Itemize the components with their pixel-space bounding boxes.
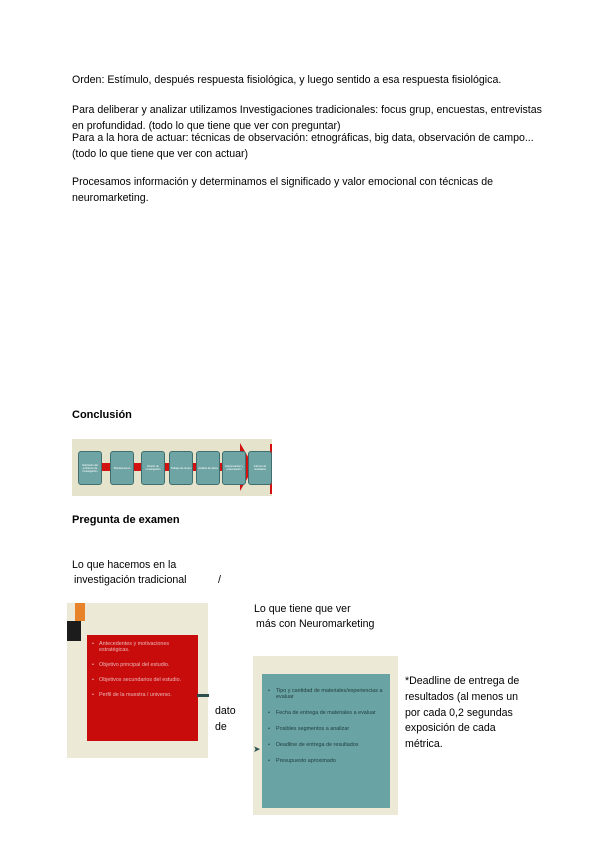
slash-separator: / <box>218 574 221 586</box>
traditional-list-box <box>87 635 198 741</box>
process-step-6-label: Interpretación y presentación <box>225 465 243 471</box>
paragraph-order: Orden: Estímulo, después respuesta fisiológica, y luego sentido a esa respuesta fisiológica. <box>72 74 502 86</box>
deadline-note-line-4: exposición de cada <box>405 722 496 734</box>
arrow-right-icon: ➤ <box>253 744 261 754</box>
neuromarketing-slide <box>253 656 398 815</box>
exam-heading: Pregunta de examen <box>72 514 180 526</box>
slide-accent-black <box>67 621 81 641</box>
process-step-1-label: Definición del problema de investigación <box>82 463 98 473</box>
deadline-note-line-1: *Deadline de entrega de <box>405 675 520 687</box>
slide-connector <box>197 694 209 697</box>
conclusion-heading: Conclusión <box>72 409 132 421</box>
traditional-list <box>87 635 198 698</box>
process-step-3 <box>141 451 165 485</box>
process-step-4-label: Trabajo de campo <box>170 466 192 470</box>
deadline-note-line-2: resultados (al menos un <box>405 691 519 703</box>
deadline-note-line-5: métrica. <box>405 738 443 750</box>
traditional-list-item: • Objetivo principal del estudio. <box>99 662 194 668</box>
neuromarketing-list-item: • Tipo y cantidad de materiales/experiencias a evaluar <box>276 688 386 700</box>
traditional-label-line-1: Lo que hacemos en la <box>72 559 177 571</box>
process-step-7-label: Informe de resultados <box>253 465 267 471</box>
process-step-4 <box>169 451 193 485</box>
dato-label: dato <box>215 705 236 717</box>
traditional-list-item: • Objetivos secundarios del estudio. <box>99 677 194 683</box>
neuromarketing-list <box>262 674 390 764</box>
traditional-slide <box>67 603 208 758</box>
neuromarketing-list-item: • Deadline de entrega de resultados <box>276 742 386 748</box>
process-step-1 <box>78 451 102 485</box>
process-step-2 <box>110 451 134 485</box>
neuro-label-line-1: Lo que tiene que ver <box>254 603 351 615</box>
paragraph-act: Para a la hora de actuar: técnicas de observación: etnográficas, big data, observación de campo... (todo lo que tiene que ver con actuar) <box>72 132 534 160</box>
paragraph-process: Procesamos información y determinamos el significado y valor emocional con técnicas de neuromarketing. <box>72 176 494 204</box>
conclusion-process-diagram <box>72 439 272 496</box>
traditional-list-item: • Perfil de la muestra / universo. <box>99 692 194 698</box>
process-step-3-label: Diseño de investigación <box>145 465 161 471</box>
neuromarketing-list-item: • Fecha de entrega de materiales a evaluar <box>276 710 386 716</box>
neuromarketing-list-item: • Posibles segmentos a analizar <box>276 726 386 732</box>
process-step-2-label: Planteamiento <box>113 466 131 470</box>
process-step-5 <box>196 451 220 485</box>
process-step-7 <box>248 451 272 485</box>
de-label: de <box>215 721 227 733</box>
traditional-list-item: • Antecedentes y motivaciones estratégicas. <box>99 641 194 653</box>
process-step-6 <box>222 451 246 485</box>
traditional-label-line-2: investigación tradicional <box>74 574 187 586</box>
paragraph-deliberate: Para deliberar y analizar utilizamos Investigaciones tradicionales: focus grup, encuestas, entrevistas en profundidad. (todo lo que tiene que ver con preguntar) <box>72 104 542 132</box>
process-step-5-label: Análisis de datos <box>198 466 218 470</box>
slide-accent-orange <box>75 603 85 621</box>
deadline-note-line-3: por cada 0,2 segundas <box>405 707 513 719</box>
neuromarketing-list-item: • Presupuesto aproximado <box>276 758 386 764</box>
neuro-label-line-2: más con Neuromarketing <box>256 618 375 630</box>
neuromarketing-list-box <box>262 674 390 808</box>
